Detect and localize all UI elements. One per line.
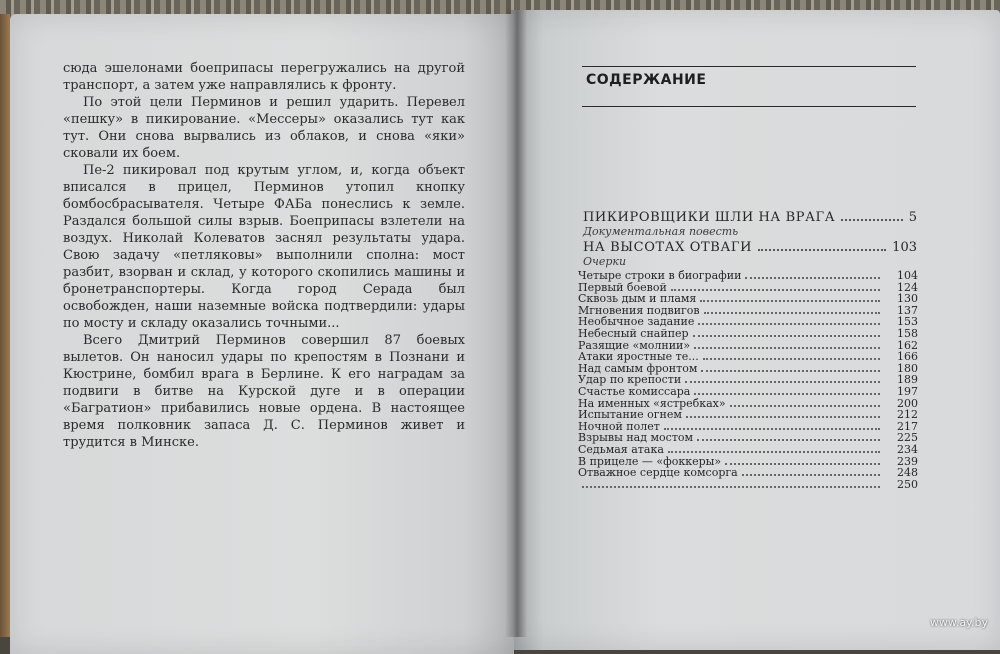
leader-dots	[703, 358, 880, 360]
left-page-text	[63, 60, 465, 451]
section-title: ПИКИРОВЩИКИ ШЛИ НА ВРАГА	[583, 210, 836, 225]
toc-item	[578, 479, 918, 491]
toc-section	[583, 240, 917, 268]
leader-dots	[704, 312, 880, 314]
leader-dots	[841, 219, 903, 221]
leader-dots	[668, 451, 880, 453]
leader-dots	[694, 347, 880, 349]
leader-dots	[742, 474, 880, 476]
toc-item-title: Первый боевой	[578, 280, 667, 294]
page-number: 130	[897, 292, 918, 306]
toc-item-title: Взрывы над мостом	[578, 431, 694, 445]
page-number: 250	[897, 477, 918, 491]
page-number: 104	[897, 269, 918, 282]
toc-item-title: Испытание огнем	[578, 408, 682, 422]
leader-dots	[698, 323, 880, 325]
paragraph: сюда эшелонами боеприпасы перегружались на другой транспорт, а затем уже направлялись к фронту.	[63, 61, 465, 93]
section-title: НА ВЫСОТАХ ОТВАГИ	[583, 240, 753, 255]
leader-dots	[725, 463, 880, 465]
toc-item-title: Над самым фронтом	[578, 361, 698, 375]
page-number: 197	[897, 384, 918, 398]
page-number: 200	[897, 396, 918, 410]
toc-item	[578, 409, 918, 421]
leader-dots	[582, 486, 880, 488]
toc-list	[578, 270, 918, 490]
toc-item-title: Необычное задание	[578, 315, 695, 329]
book-gutter	[505, 10, 527, 637]
page-number: 217	[897, 419, 918, 433]
page-number: 180	[897, 361, 918, 375]
leader-dots	[697, 439, 880, 441]
page-number: 137	[897, 303, 918, 317]
top-rule	[582, 66, 916, 67]
leader-dots	[701, 370, 880, 372]
leader-dots	[745, 277, 880, 279]
leader-dots	[758, 249, 886, 251]
leader-dots	[664, 428, 880, 430]
toc-item-title: На именных «ястребках»	[578, 396, 726, 410]
page-number: 189	[897, 373, 918, 387]
leader-dots	[730, 405, 880, 407]
page-number: 5	[908, 210, 917, 225]
toc-item	[578, 386, 918, 398]
table-edge	[0, 14, 10, 637]
toc-item-title: Небесный снайпер	[578, 326, 689, 340]
page-number: 103	[892, 240, 917, 255]
toc-item-title: Сквозь дым и пламя	[578, 292, 697, 306]
toc-item	[578, 328, 918, 340]
toc-heading: СОДЕРЖАНИЕ	[586, 72, 707, 88]
page-number: 239	[897, 454, 918, 468]
page-number: 153	[897, 315, 918, 329]
toc-item-title: Ночной полет	[578, 419, 660, 433]
toc-item-title: Счастье комиссара	[578, 384, 691, 398]
page-number: 212	[897, 408, 918, 422]
paragraph: Всего Дмитрий Перминов совершил 87 боевых вылетов. Он наносил удары по крепостям в Познани и Кюстрине, бомбил врага в Берлине. К его наградам за подвиги в битве на Курской дуге и в операции «Багратион» прибавились новые ордена. В настоящее время полковник запаса Д. С. Перминов живет и трудится в Минске.	[63, 333, 465, 450]
toc-item-title: Разящие «молнии»	[578, 338, 691, 352]
leader-dots	[700, 300, 880, 302]
leader-dots	[686, 416, 880, 418]
watermark: www.ay.by	[929, 616, 988, 629]
toc-item	[578, 444, 918, 456]
leader-dots	[685, 381, 880, 383]
leader-dots	[694, 393, 880, 395]
page-number: 158	[897, 326, 918, 340]
toc-item-title: Четыре строки в биографии	[578, 269, 742, 282]
toc-item-title: Мгновения подвигов	[578, 303, 700, 317]
toc-item-title: В прицеле — «фоккеры»	[578, 454, 722, 468]
leader-dots	[693, 335, 880, 337]
toc-item	[578, 467, 918, 479]
toc-item	[578, 351, 918, 363]
leader-dots	[671, 289, 880, 291]
toc-item-title: Атаки яростные те...	[578, 350, 699, 364]
paragraph: Пе-2 пикировал под крутым углом, и, когда объект вписался в прицел, Перминов утопил кнопку бомбосбрасывателя. Четыре ФАБа понеслись к земле. Раздался большой силы взрыв. Боеприпасы взлетели на воздух. Николай Колеватов заснял результаты удара. Свою задачу «петляковы» выполнили сполна: мост разбит, взорван и склад, у которого скопились машины и бронетранспортеры. Когда город Серада был освобожден, наши наземные войска подтвердили: удары по мосту и складу оказались точными...	[63, 163, 465, 331]
toc-item-title: Удар по крепости	[578, 373, 682, 387]
page-number: 234	[897, 442, 918, 456]
page-number: 162	[897, 338, 918, 352]
bottom-rule	[582, 106, 916, 107]
page-number: 166	[897, 350, 918, 364]
toc-item	[578, 270, 918, 282]
page-number: 248	[897, 466, 918, 480]
paragraph: По этой цели Перминов и решил ударить. Перевел «пешку» в пикирование. «Мессеры» оказались тут как тут. Они снова вырвались из облаков, и снова «яки» сковали их боем.	[63, 95, 465, 161]
section-subtitle: Документальная повесть	[583, 225, 739, 238]
section-subtitle: Очерки	[583, 255, 627, 268]
toc-item-title: Отважное сердце комсорга	[578, 466, 738, 480]
page-number: 225	[897, 431, 918, 445]
toc-section	[583, 210, 917, 238]
page-number: 124	[897, 280, 918, 294]
toc-item-title: Седьмая атака	[578, 442, 664, 456]
